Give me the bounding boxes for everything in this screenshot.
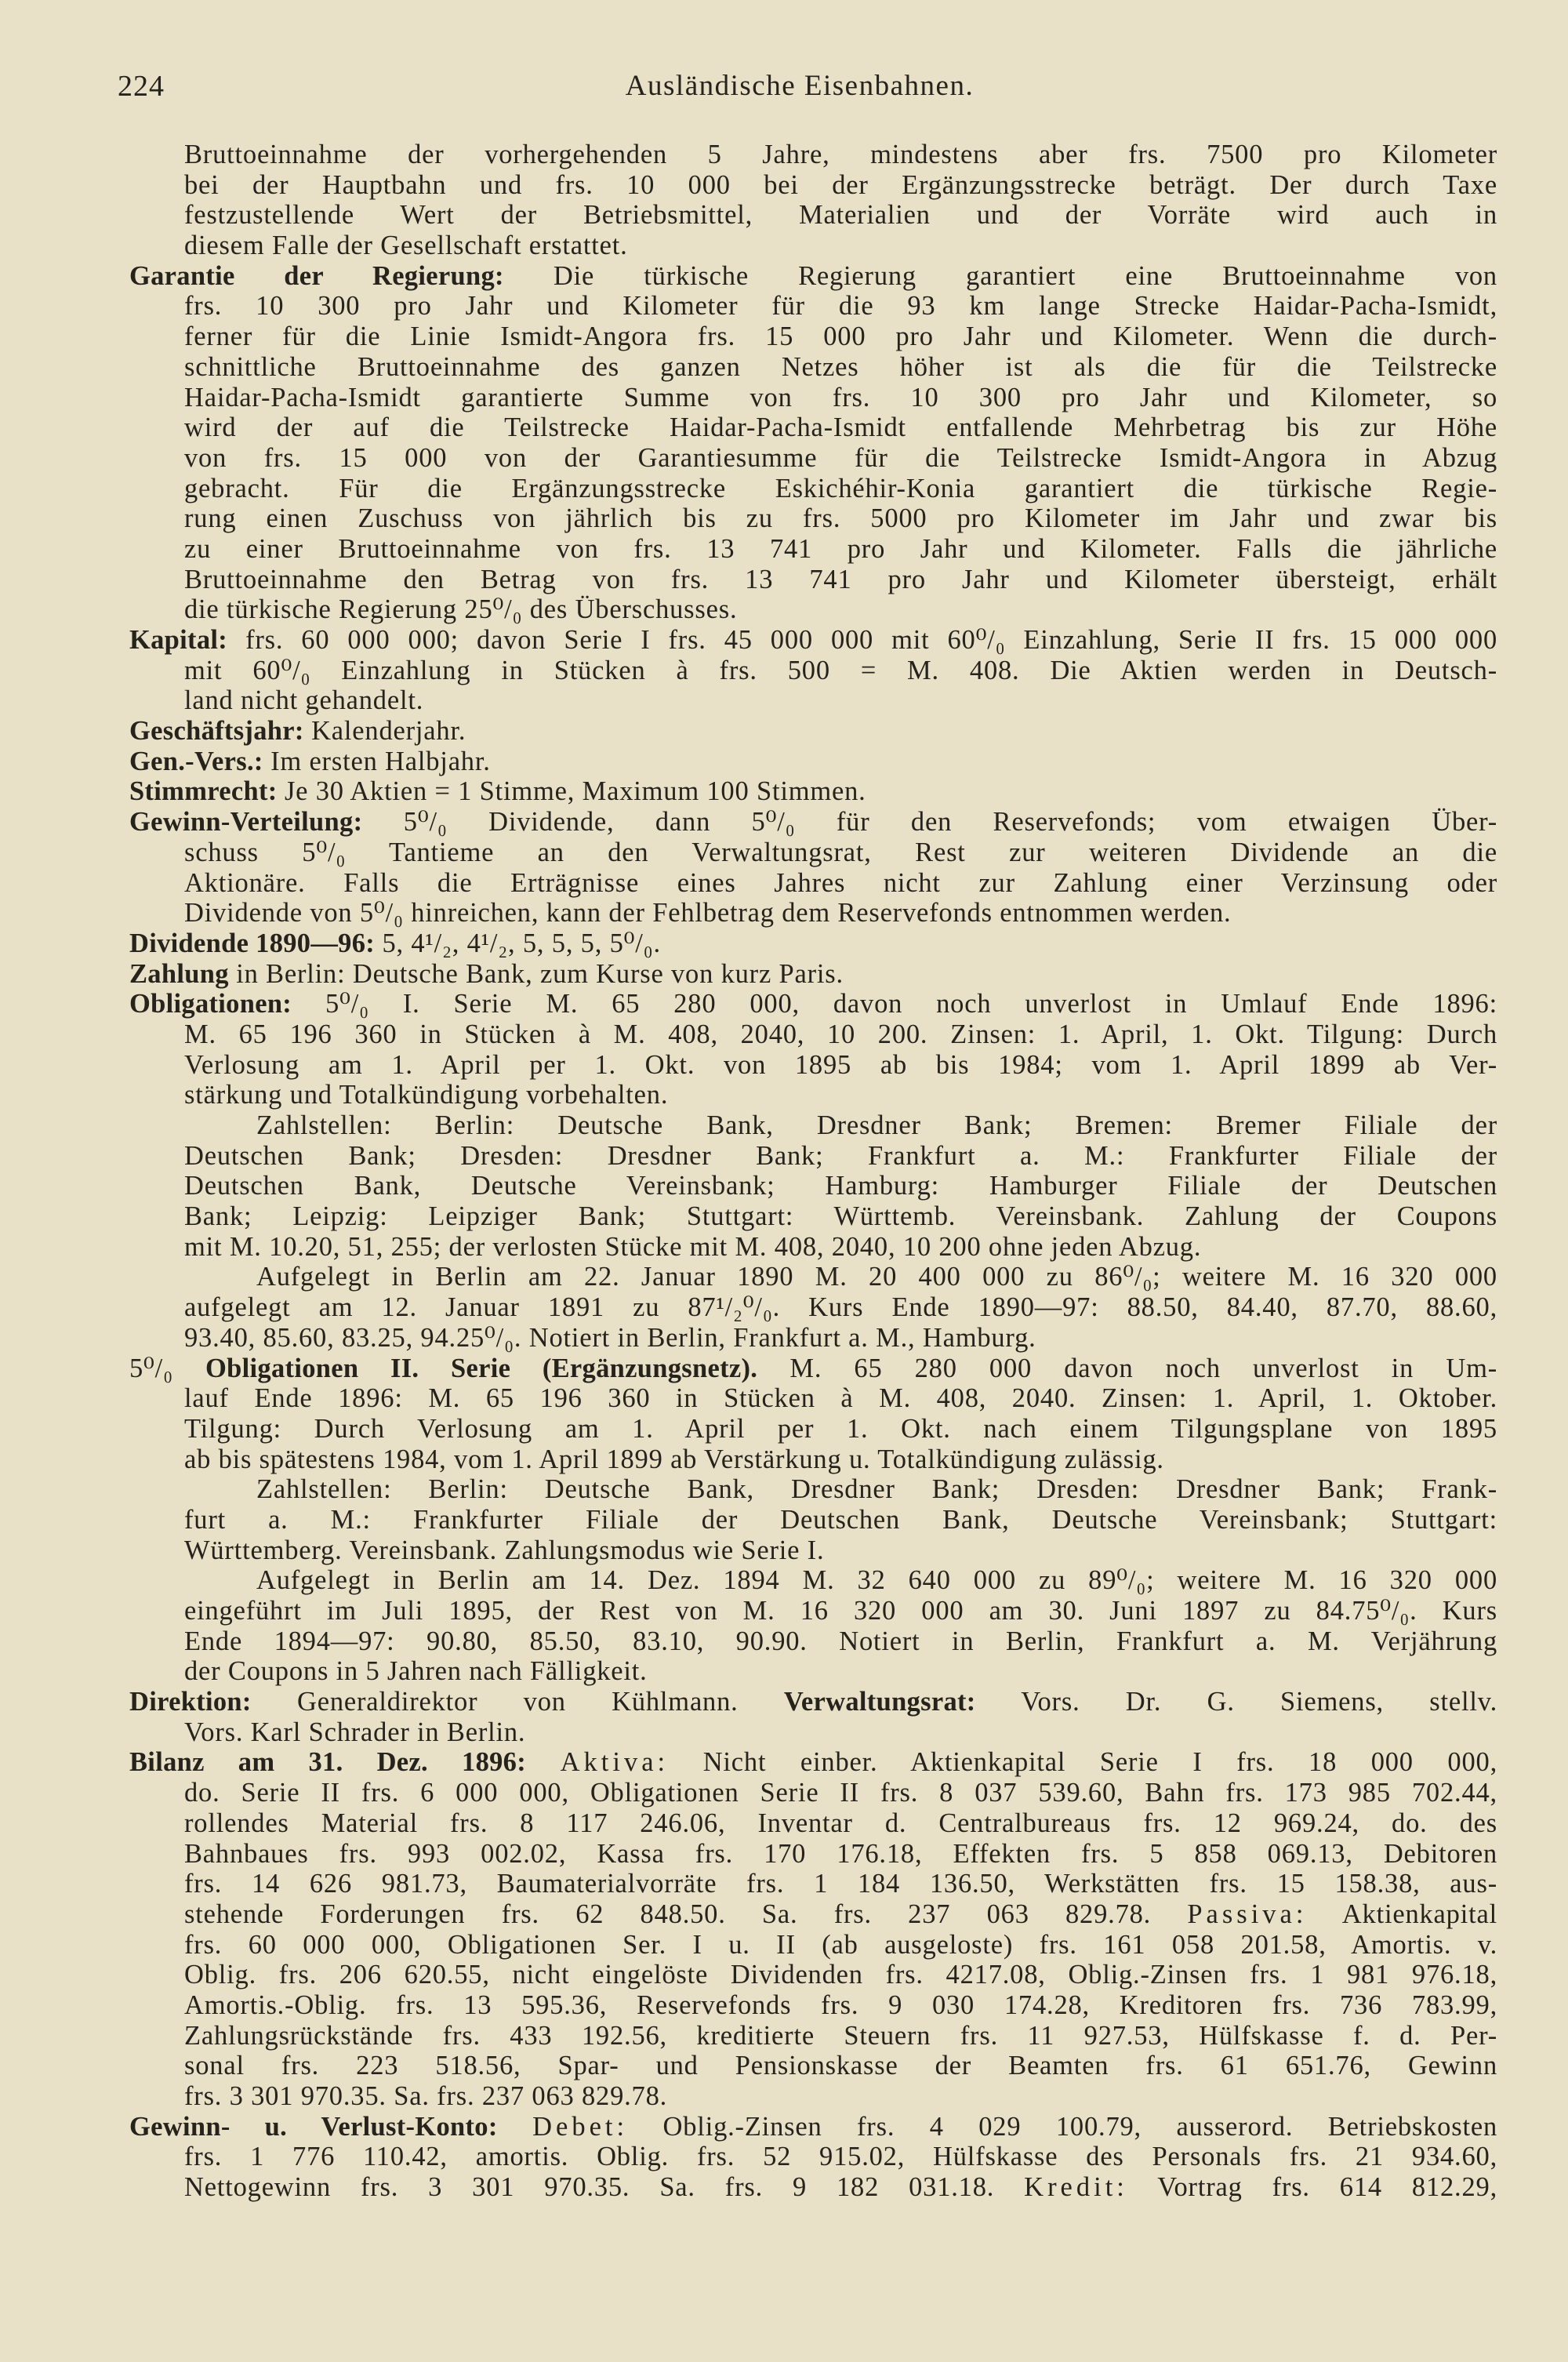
paragraph xyxy=(129,1474,1497,1565)
paragraph xyxy=(129,625,1497,716)
running-title: Ausländische Eisenbahnen. xyxy=(625,70,975,102)
text-line: schnittliche Bruttoeinnahme des ganzen Netzes höher ist als die für die Teilstrecke xyxy=(184,351,1497,382)
text-line: Tilgung: Durch Verlosung am 1. April per 1. Okt. nach einem Tilgungsplane von 1895 xyxy=(184,1413,1497,1444)
section-heading: Bilanz am 31. Dez. 1896: xyxy=(129,1747,527,1778)
text-line: frs. 14 626 981.73, Baumaterialvorräte frs. 1 184 136.50, Werkstätten frs. 15 158.38, aus- xyxy=(184,1869,1497,1899)
text-line: Zahlstellen: Berlin: Deutsche Bank, Dresdner Bank; Bremen: Bremer Filiale der xyxy=(256,1110,1497,1140)
text-line: M. 65 196 360 in Stücken à M. 408, 2040, 10 200. Zinsen: 1. April, 1. Okt. Tilgung: Durch xyxy=(184,1019,1497,1049)
text-line: 5⁰/₀ Obligationen II. Serie (Ergänzungsnetz). M. 65 280 000 davon noch unverlost in Um- xyxy=(129,1353,1497,1383)
text-line: aufgelegt am 12. Januar 1891 zu 87¹/₂⁰/₀. Kurs Ende 1890—97: 88.50, 84.40, 87.70, 88.60, xyxy=(184,1292,1497,1323)
text-line: Deutschen Bank, Deutsche Vereinsbank; Hamburg: Hamburger Filiale der Deutschen xyxy=(184,1171,1497,1201)
text-line: Nettogewinn frs. 3 301 970.35. Sa. frs. 9 182 031.18. Kredit: Vortrag frs. 614 812.29, xyxy=(184,2172,1498,2203)
text-line: rung einen Zuschuss von jährlich bis zu frs. 5000 pro Kilometer im Jahr und zwar bis xyxy=(184,503,1497,534)
section-heading: Gen.-Vers.: xyxy=(129,746,263,776)
text-line: Bahnbaues frs. 993 002.02, Kassa frs. 170 176.18, Effekten frs. 5 858 069.13, Debitoren xyxy=(184,1838,1497,1869)
text-line: Aktionäre. Falls die Erträgnisse eines Jahres nicht zur Zahlung einer Verzinsung oder xyxy=(184,867,1497,898)
text-line: Bruttoeinnahme der vorhergehenden 5 Jahre, mindestens aber frs. 7500 pro Kilometer xyxy=(184,140,1497,169)
text-line: wird der auf die Teilstrecke Haidar-Pacha-Ismidt entfallende Mehrbetrag bis zur Höhe xyxy=(184,412,1497,443)
text-line: Kapital: frs. 60 000 000; davon Serie I frs. 45 000 000 mit 60⁰/₀ Einzahlung, Serie II frs. 15 000 000 xyxy=(129,625,1497,655)
text-line: Ende 1894—97: 90.80, 85.50, 83.10, 90.90. Notiert in Berlin, Frankfurt a. M. Verjährung xyxy=(184,1626,1497,1656)
paragraph xyxy=(129,959,1497,990)
text-line: furt a. M.: Frankfurter Filiale der Deutschen Bank, Deutsche Vereinsbank; Stuttgart: xyxy=(184,1504,1497,1535)
section-heading: Obligationen II. Serie (Ergänzungsnetz). xyxy=(205,1353,758,1383)
paragraph xyxy=(129,716,1497,747)
section-heading: Direktion: xyxy=(129,1687,252,1717)
text-line: schuss 5⁰/₀ Tantieme an den Verwaltungsrat, Rest zur weiteren Dividende an die xyxy=(184,837,1497,867)
text-line: festzustellende Wert der Betriebsmittel, Materialien und der Vorräte wird auch in xyxy=(184,200,1497,231)
paragraph xyxy=(129,1262,1497,1353)
paragraph xyxy=(129,807,1497,928)
text-line: Aufgelegt in Berlin am 22. Januar 1890 M. 20 400 000 zu 86⁰/₀; weitere M. 16 320 000 xyxy=(256,1262,1497,1292)
text-line: Aufgelegt in Berlin am 14. Dez. 1894 M. 32 640 000 zu 89⁰/₀; weitere M. 16 320 000 xyxy=(256,1565,1497,1596)
text-line: rollendes Material frs. 8 117 246.06, Inventar d. Centralbureaus frs. 12 969.24, do. des xyxy=(184,1808,1497,1838)
text-line: land nicht gehandelt. xyxy=(184,685,424,716)
text-line: Geschäftsjahr: Kalenderjahr. xyxy=(129,716,466,747)
spaced-label: Kredit: xyxy=(1024,2172,1128,2203)
text-line: ab bis spätestens 1984, vom 1. April 1899 ab Verstärkung u. Totalkündigung zulässig. xyxy=(184,1444,1164,1474)
paragraph xyxy=(129,928,1497,959)
spaced-label: Debet: xyxy=(532,2111,629,2142)
text-line: Amortis.-Oblig. frs. 13 595.36, Reservefonds frs. 9 030 174.28, Kreditoren frs. 736 783.99, xyxy=(184,1990,1497,2020)
paragraph xyxy=(129,1110,1497,1262)
text-line: diesem Falle der Gesellschaft erstattet. xyxy=(184,231,628,261)
document-body xyxy=(129,140,1497,2203)
text-line: Haidar-Pacha-Ismidt garantierte Summe von frs. 10 300 pro Jahr und Kilometer, so xyxy=(184,382,1497,412)
section-heading: Verwaltungsrat: xyxy=(783,1687,976,1717)
paragraph xyxy=(129,2112,1497,2203)
text-line: Dividende von 5⁰/₀ hinreichen, kann der Fehlbetrag dem Reservefonds entnommen werden. xyxy=(184,898,1232,928)
text-line: frs. 3 301 970.35. Sa. frs. 237 063 829.78. xyxy=(184,2081,668,2111)
text-line: Direktion: Generaldirektor von Kühlmann. Verwaltungsrat: Vors. Dr. G. Siemens, stellv. xyxy=(129,1687,1497,1717)
text-line: mit M. 10.20, 51, 255; der verlosten Stücke mit M. 408, 2040, 10 200 ohne jeden Abzug. xyxy=(184,1231,1202,1262)
text-line: Deutschen Bank; Dresden: Dresdner Bank; Frankfurt a. M.: Frankfurter Filiale der xyxy=(184,1140,1497,1171)
section-heading: Geschäftsjahr: xyxy=(129,716,304,747)
text-line: frs. 10 300 pro Jahr und Kilometer für die 93 km lange Strecke Haidar-Pacha-Ismidt, xyxy=(184,291,1497,322)
text-line: Verlosung am 1. April per 1. Okt. von 1895 ab bis 1984; vom 1. April 1899 ab Ver- xyxy=(184,1049,1497,1080)
text-line: Stimmrecht: Je 30 Aktien = 1 Stimme, Maximum 100 Stimmen. xyxy=(129,776,866,807)
text-line: Gen.-Vers.: Im ersten Halbjahr. xyxy=(129,746,491,776)
text-line: stärkung und Totalkündigung vorbehalten. xyxy=(184,1080,669,1110)
text-line: gebracht. Für die Ergänzungsstrecke Eskichéhir-Konia garantiert die türkische Regie- xyxy=(184,473,1497,503)
spaced-label: Passiva: xyxy=(1187,1899,1308,1929)
page-number: 224 xyxy=(118,70,165,103)
text-line: bei der Hauptbahn und frs. 10 000 bei der Ergänzungsstrecke beträgt. Der durch Taxe xyxy=(184,169,1497,200)
text-line: do. Serie II frs. 6 000 000, Obligationen Serie II frs. 8 037 539.60, Bahn frs. 173 985 702.44, xyxy=(184,1778,1497,1808)
paragraph xyxy=(129,261,1497,625)
text-line: mit 60⁰/₀ Einzahlung in Stücken à frs. 500 = M. 408. Die Aktien werden in Deutsch- xyxy=(184,655,1497,685)
paragraph xyxy=(129,747,1497,777)
spaced-label: Aktiva: xyxy=(560,1747,670,1778)
text-line: Gewinn- u. Verlust-Konto: Debet: Oblig.-Zinsen frs. 4 029 100.79, ausserord. Betriebskosten xyxy=(129,2111,1497,2142)
text-line: 93.40, 85.60, 83.25, 94.25⁰/₀. Notiert in Berlin, Frankfurt a. M., Hamburg. xyxy=(184,1322,1036,1353)
section-heading: Gewinn-Verteilung: xyxy=(129,807,363,838)
paragraph xyxy=(129,140,1497,261)
paragraph xyxy=(129,1354,1497,1475)
text-line: Bruttoeinnahme den Betrag von frs. 13 741 pro Jahr und Kilometer übersteigt, erhält xyxy=(184,564,1497,594)
section-heading: Gewinn- u. Verlust-Konto: xyxy=(129,2111,498,2142)
paragraph xyxy=(129,989,1497,1110)
section-heading: Zahlung xyxy=(129,958,229,989)
text-line: Zahlstellen: Berlin: Deutsche Bank, Dresdner Bank; Dresden: Dresdner Bank; Frank- xyxy=(256,1474,1497,1505)
paragraph xyxy=(129,1747,1497,2111)
text-line: Bank; Leipzig: Leipziger Bank; Stuttgart: Württemb. Vereinsbank. Zahlung der Coupons xyxy=(184,1201,1497,1232)
text-line: Gewinn-Verteilung: 5⁰/₀ Dividende, dann 5⁰/₀ für den Reservefonds; vom etwaigen Über- xyxy=(129,807,1497,838)
text-line: zu einer Bruttoeinnahme von frs. 13 741 pro Jahr und Kilometer. Falls die jährliche xyxy=(184,533,1497,564)
paragraph xyxy=(129,1565,1497,1687)
text-line: Bilanz am 31. Dez. 1896: Aktiva: Nicht einber. Aktienkapital Serie I frs. 18 000 000, xyxy=(129,1747,1498,1778)
text-line: Zahlung in Berlin: Deutsche Bank, zum Kurse von kurz Paris. xyxy=(129,958,844,989)
text-line: von frs. 15 000 von der Garantiesumme für die Teilstrecke Ismidt-Angora in Abzug xyxy=(184,442,1497,473)
paragraph xyxy=(129,1687,1497,1747)
text-line: die türkische Regierung 25⁰/₀ des Überschusses. xyxy=(184,594,738,625)
paragraph xyxy=(129,776,1497,807)
text-line: lauf Ende 1896: M. 65 196 360 in Stücken à M. 408, 2040. Zinsen: 1. April, 1. Oktober. xyxy=(184,1383,1497,1414)
text-line: sonal frs. 223 518.56, Spar- und Pensionskasse der Beamten frs. 61 651.76, Gewinn xyxy=(184,2051,1497,2081)
text-line: frs. 1 776 110.42, amortis. Oblig. frs. 52 915.02, Hülfskasse des Personals frs. 21 934.60, xyxy=(184,2142,1497,2172)
text-line: eingeführt im Juli 1895, der Rest von M. 16 320 000 am 30. Juni 1897 zu 84.75⁰/₀. Kurs xyxy=(184,1596,1497,1626)
section-heading: Obligationen: xyxy=(129,989,292,1019)
text-line: Dividende 1890—96: 5, 4¹/₂, 4¹/₂, 5, 5, 5, 5⁰/₀. xyxy=(129,928,661,958)
section-heading: Kapital: xyxy=(129,625,228,655)
text-line: ferner für die Linie Ismidt-Angora frs. 15 000 pro Jahr und Kilometer. Wenn die durch- xyxy=(184,322,1497,352)
text-line: Zahlungsrückstände frs. 433 192.56, kreditierte Steuern frs. 11 927.53, Hülfskasse f. d. Per- xyxy=(184,2020,1497,2051)
section-heading: Dividende 1890—96: xyxy=(129,928,376,958)
section-heading: Garantie der Regierung: xyxy=(129,260,504,291)
text-line: stehende Forderungen frs. 62 848.50. Sa. frs. 237 063 829.78. Passiva: Aktienkapital xyxy=(184,1899,1497,1929)
text-line: der Coupons in 5 Jahren nach Fälligkeit. xyxy=(184,1656,648,1687)
text-line: Vors. Karl Schrader in Berlin. xyxy=(184,1717,526,1747)
text-line: frs. 60 000 000, Obligationen Ser. I u. II (ab ausgeloste) frs. 161 058 201.58, Amortis. v. xyxy=(184,1929,1497,1960)
text-line: Garantie der Regierung: Die türkische Regierung garantiert eine Bruttoeinnahme von xyxy=(129,260,1497,291)
text-line: Oblig. frs. 206 620.55, nicht eingelöste Dividenden frs. 4217.08, Oblig.-Zinsen frs. 1 981 976.18, xyxy=(184,1960,1497,1990)
section-heading: Stimmrecht: xyxy=(129,776,278,807)
text-line: Württemberg. Vereinsbank. Zahlungsmodus wie Serie I. xyxy=(184,1535,825,1565)
text-line: Obligationen: 5⁰/₀ I. Serie M. 65 280 000, davon noch unverlost in Umlauf Ende 1896: xyxy=(129,989,1497,1019)
